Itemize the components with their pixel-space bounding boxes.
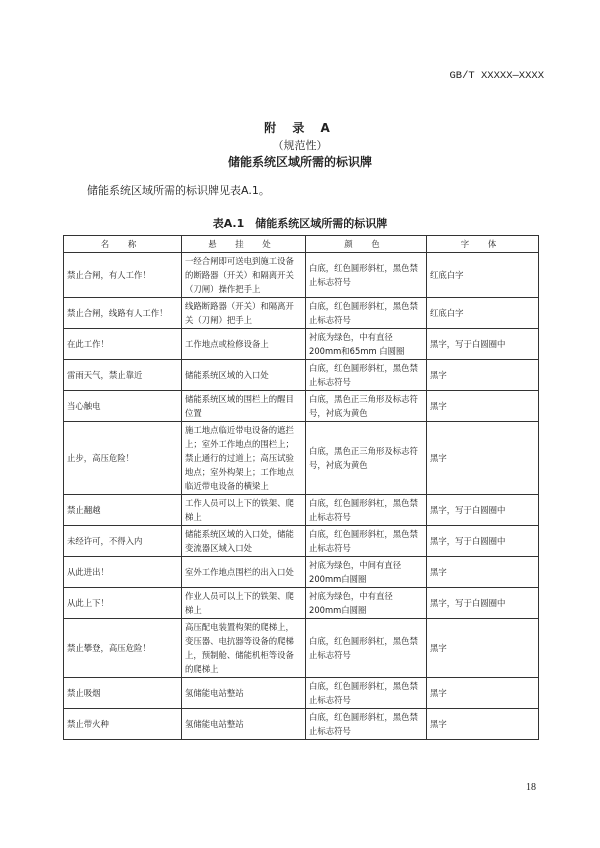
table-row <box>64 253 539 298</box>
cell-hanging-location: 施工地点临近带电设备的遮拦上；室外工作地点的围栏上；禁止通行的过道上；高压试验地点；室外构架上；工作地点临近带电设备的横梁上 <box>182 422 306 495</box>
appendix-subtitle: 储能系统区域所需的标识牌 <box>227 155 372 169</box>
cell-hanging-location: 线路断路器（开关）和隔离开关（刀闸）把手上 <box>182 298 306 329</box>
intro-paragraph: 储能系统区域所需的标识牌见表A.1。 <box>87 184 270 197</box>
cell-font: 红底白字 <box>427 253 539 298</box>
cell-color: 白底，黑色正三角形及标志符号，衬底为黄色 <box>306 391 427 422</box>
page-number: 18 <box>526 782 536 793</box>
table-row <box>64 588 539 619</box>
cell-sign-name: 从此上下！ <box>64 588 182 619</box>
cell-hanging-location: 储能系统区域的入口处，储能变流器区域入口处 <box>182 526 306 557</box>
table-row <box>64 557 539 588</box>
table-row <box>64 298 539 329</box>
standard-code: GB/T XXXXX—XXXX <box>449 70 544 82</box>
cell-sign-name: 禁止合闸，有人工作！ <box>64 253 182 298</box>
cell-hanging-location: 氢储能电站整站 <box>182 709 306 740</box>
cell-hanging-location: 作业人员可以上下的铁架、爬梯上 <box>182 588 306 619</box>
cell-font: 红底白字 <box>427 298 539 329</box>
cell-hanging-location: 一经合闸即可送电到施工设备的断路器（开关）和隔离开关（刀闸）操作把手上 <box>182 253 306 298</box>
cell-sign-name: 雷雨天气，禁止靠近 <box>64 360 182 391</box>
cell-hanging-location: 氢储能电站整站 <box>182 678 306 709</box>
cell-sign-name: 禁止翻越 <box>64 495 182 526</box>
cell-sign-name: 禁止合闸，线路有人工作！ <box>64 298 182 329</box>
appendix-normative-note: （规范性） <box>272 139 328 152</box>
cell-font: 黑字 <box>427 678 539 709</box>
cell-color: 白底，黑色正三角形及标志符号，衬底为黄色 <box>306 422 427 495</box>
cell-font: 黑字，写于白圆圈中 <box>427 526 539 557</box>
cell-sign-name: 未经许可，不得入内 <box>64 526 182 557</box>
cell-sign-name: 当心触电 <box>64 391 182 422</box>
table-title: 表A.1 储能系统区域所需的标识牌 <box>212 217 388 230</box>
table-row <box>64 422 539 495</box>
cell-font: 黑字，写于白圆圈中 <box>427 329 539 360</box>
column-header-name: 名 称 <box>64 236 182 253</box>
cell-color: 白底，红色圆形斜杠，黑色禁止标志符号 <box>306 360 427 391</box>
table-row <box>64 678 539 709</box>
cell-font: 黑字 <box>427 557 539 588</box>
cell-sign-name: 止步，高压危险！ <box>64 422 182 495</box>
cell-sign-name: 禁止带火种 <box>64 709 182 740</box>
cell-hanging-location: 室外工作地点围栏的出入口处 <box>182 557 306 588</box>
cell-sign-name: 从此进出！ <box>64 557 182 588</box>
cell-sign-name: 禁止吸烟 <box>64 678 182 709</box>
signs-table <box>63 235 539 740</box>
cell-color: 白底，红色圆形斜杠，黑色禁止标志符号 <box>306 298 427 329</box>
cell-font: 黑字 <box>427 709 539 740</box>
cell-color: 白底，红色圆形斜杠，黑色禁止标志符号 <box>306 495 427 526</box>
cell-hanging-location: 工作地点或检修设备上 <box>182 329 306 360</box>
cell-color: 白底，红色圆形斜杠，黑色禁止标志符号 <box>306 253 427 298</box>
cell-color: 白底，红色圆形斜杠，黑色禁止标志符号 <box>306 526 427 557</box>
cell-color: 白底，红色圆形斜杠，黑色禁止标志符号 <box>306 709 427 740</box>
cell-font: 黑字 <box>427 619 539 678</box>
cell-font: 黑字 <box>427 391 539 422</box>
cell-color: 白底，红色圆形斜杠，黑色禁止标志符号 <box>306 619 427 678</box>
cell-color: 白底，红色圆形斜杠，黑色禁止标志符号 <box>306 678 427 709</box>
column-header-color: 颜 色 <box>306 236 427 253</box>
cell-font: 黑字，写于白圆圈中 <box>427 495 539 526</box>
cell-hanging-location: 储能系统区域的围栏上的醒目位置 <box>182 391 306 422</box>
cell-sign-name: 在此工作！ <box>64 329 182 360</box>
cell-font: 黑字 <box>427 360 539 391</box>
cell-color: 衬底为绿色，中间有直径200mm白圆圈 <box>306 557 427 588</box>
appendix-title: 附 录 A <box>264 121 336 135</box>
table-body <box>64 253 539 740</box>
cell-hanging-location: 储能系统区域的入口处 <box>182 360 306 391</box>
table-row <box>64 360 539 391</box>
cell-color: 衬底为绿色，中有直径200mm白圆圈 <box>306 588 427 619</box>
cell-font: 黑字 <box>427 422 539 495</box>
cell-color: 衬底为绿色，中有直径200mm和65mm 白圆圈 <box>306 329 427 360</box>
table-row <box>64 619 539 678</box>
table-row <box>64 391 539 422</box>
table-row <box>64 495 539 526</box>
column-header-location: 悬 挂 处 <box>182 236 306 253</box>
table-row <box>64 709 539 740</box>
cell-sign-name: 禁止攀登，高压危险！ <box>64 619 182 678</box>
cell-font: 黑字，写于白圆圈中 <box>427 588 539 619</box>
cell-hanging-location: 高压配电装置构架的爬梯上，变压器、电抗器等设备的爬梯上，预制舱、储能机柜等设备的爬梯上 <box>182 619 306 678</box>
table-row <box>64 329 539 360</box>
column-header-font: 字 体 <box>427 236 539 253</box>
table-row <box>64 526 539 557</box>
table-header-row <box>64 236 539 253</box>
cell-hanging-location: 工作人员可以上下的铁架、爬梯上 <box>182 495 306 526</box>
